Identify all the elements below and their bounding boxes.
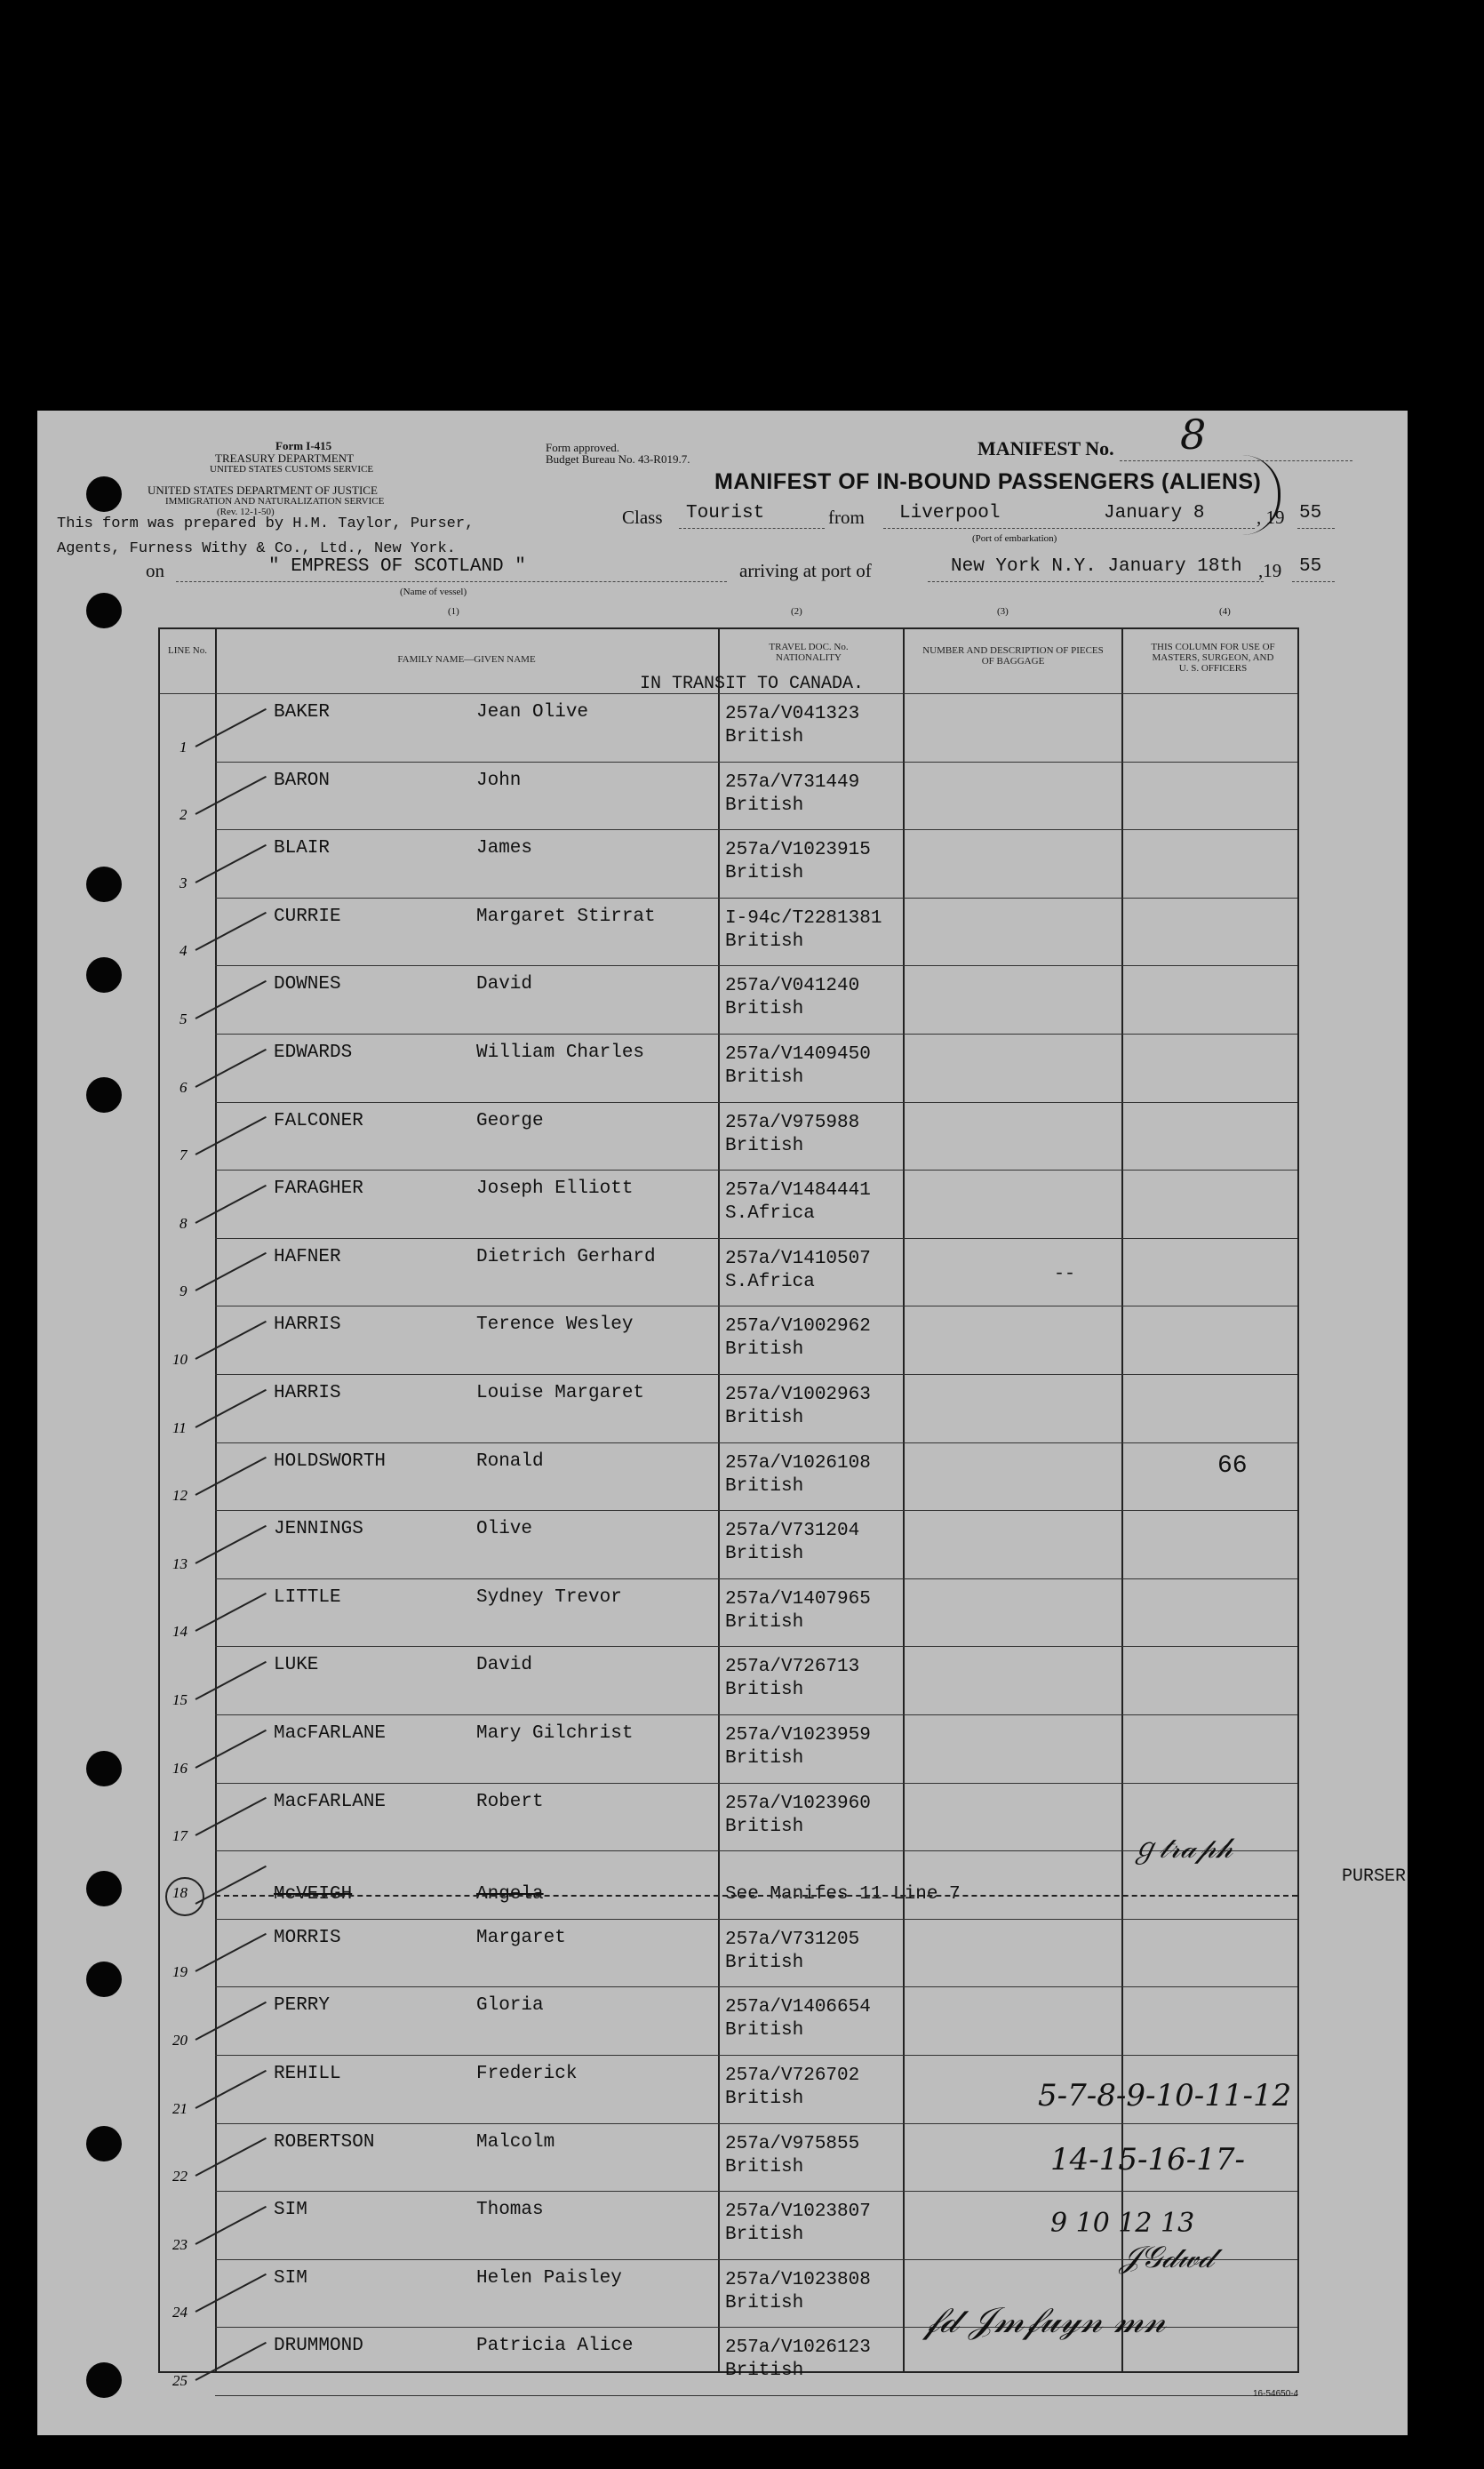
table-row — [160, 1919, 1297, 1987]
family-name: JENNINGS — [274, 1519, 363, 1540]
line-number: 2 — [180, 806, 187, 824]
travel-doc-number: 257a/V731449 — [725, 771, 860, 793]
header-travel-doc: TRAVEL DOC. No. NATIONALITY — [769, 642, 849, 663]
purser-label: PURSER — [1342, 1866, 1407, 1887]
table-row — [160, 898, 1297, 966]
year-prefix: ,19 — [1258, 560, 1282, 581]
check-mark — [195, 1185, 267, 1224]
family-name: FALCONER — [274, 1110, 363, 1131]
family-name: BLAIR — [274, 838, 331, 859]
header-name: FAMILY NAME—GIVEN NAME — [397, 654, 536, 665]
table-row — [160, 1306, 1297, 1374]
check-mark — [195, 2002, 267, 2041]
check-mark — [195, 2137, 267, 2177]
given-name: James — [476, 838, 533, 859]
punch-hole — [86, 476, 122, 512]
given-name: David — [476, 974, 533, 995]
embarkation-year: 55 — [1299, 503, 1322, 523]
check-mark — [195, 1797, 267, 1836]
family-name: DOWNES — [274, 974, 341, 995]
department-line: TREASURY DEPARTMENT — [215, 451, 355, 465]
table-row — [160, 1374, 1297, 1442]
travel-doc-number: 257a/V975855 — [725, 2133, 860, 2154]
prepared-by-line: This form was prepared by H.M. Taylor, Purser, — [57, 515, 475, 532]
travel-doc-number: 257a/V1002963 — [725, 1385, 871, 1405]
form-print-code: 16-54650-4 — [1253, 2389, 1299, 2399]
line-number: 16 — [172, 1759, 187, 1777]
table-row — [160, 1783, 1297, 1851]
nationality: British — [725, 863, 804, 884]
table-row — [160, 829, 1297, 898]
punch-hole — [86, 593, 122, 628]
given-name: Dietrich Gerhard — [476, 1246, 656, 1267]
family-name: LUKE — [274, 1655, 319, 1676]
given-name: Thomas — [476, 2200, 544, 2221]
given-name: Helen Paisley — [476, 2267, 622, 2289]
nationality: British — [725, 1748, 804, 1769]
punch-hole — [86, 1871, 122, 1906]
check-mark — [195, 980, 267, 1019]
line-number: 7 — [180, 1147, 187, 1164]
line-number: 8 — [180, 1214, 187, 1232]
line-number: 15 — [172, 1690, 187, 1708]
table-row — [160, 762, 1297, 830]
table-row — [160, 1034, 1297, 1102]
handwritten-line-numbers: 5-7-8-9-10-11-12 — [1038, 2078, 1292, 2113]
check-mark — [195, 1252, 267, 1291]
family-name: SIM — [274, 2200, 307, 2221]
check-mark — [195, 1661, 267, 1700]
nationality: British — [725, 1952, 804, 1973]
travel-doc-number: 257a/V1407965 — [725, 1588, 871, 1610]
check-mark — [195, 844, 267, 883]
check-mark — [195, 1525, 267, 1564]
strike-line — [215, 1895, 1297, 1897]
nationality: British — [725, 1135, 804, 1156]
nationality: British — [725, 2020, 804, 2042]
line-number: 11 — [172, 1418, 187, 1436]
travel-doc-number: 257a/V731205 — [725, 1929, 860, 1950]
nationality: British — [725, 2156, 804, 2177]
line-number: 22 — [172, 2168, 187, 2185]
table-row — [160, 1714, 1297, 1783]
family-name: DRUMMOND — [274, 2336, 363, 2357]
department-line: IMMIGRATION AND NATURALIZATION SERVICE — [165, 496, 385, 507]
port-of-embarkation: Liverpool — [899, 503, 1001, 523]
punch-hole — [86, 1751, 122, 1786]
given-name: Frederick — [476, 2064, 578, 2084]
family-name: EDWARDS — [274, 1043, 353, 1063]
check-mark — [195, 1457, 267, 1496]
travel-doc-number: 257a/V1484441 — [725, 1180, 871, 1202]
nationality: British — [725, 795, 804, 816]
line-number: 24 — [172, 2304, 187, 2321]
nationality: S.Africa — [725, 1203, 815, 1225]
punch-hole — [86, 957, 122, 993]
form-revision: (Rev. 12-1-50) — [217, 507, 275, 517]
given-name: Louise Margaret — [476, 1383, 645, 1403]
table-row — [160, 1850, 1297, 1919]
nationality: British — [725, 1544, 804, 1565]
class-value: Tourist — [686, 503, 765, 523]
punch-hole — [86, 2362, 122, 2398]
line-number: 6 — [180, 1078, 187, 1096]
manifest-number: 8 — [1180, 411, 1207, 459]
table-row — [160, 1646, 1297, 1714]
line-number: 19 — [172, 1963, 187, 1981]
check-mark — [195, 1321, 267, 1360]
given-name: Mary Gilchrist — [476, 1723, 634, 1744]
form-approved: Form approved. — [546, 441, 620, 454]
family-name: HARRIS — [274, 1314, 341, 1336]
table-row — [160, 1442, 1297, 1511]
check-mark — [195, 2206, 267, 2245]
on-label: on — [146, 560, 164, 581]
check-mark — [195, 2069, 267, 2108]
line-number: 25 — [172, 2371, 187, 2389]
family-name: MORRIS — [274, 1927, 341, 1948]
travel-doc-number: 257a/V1023808 — [725, 2269, 871, 2290]
punch-hole — [86, 1077, 122, 1113]
header-officers: THIS COLUMN FOR USE OF MASTERS, SURGEON, AND U. S. OFFICERS — [1151, 642, 1275, 674]
travel-doc-number: 257a/V1023807 — [725, 2201, 871, 2223]
family-name: REHILL — [274, 2064, 341, 2084]
family-name: HARRIS — [274, 1383, 341, 1403]
line-number: 9 — [180, 1282, 187, 1300]
given-name: Patricia Alice — [476, 2336, 634, 2357]
arrival-port-date: New York N.Y. January 18th — [951, 556, 1242, 577]
line-number: 17 — [172, 1827, 187, 1845]
nationality: British — [725, 1408, 804, 1428]
family-name: McVEIGH — [274, 1884, 353, 1906]
travel-doc-number: 257a/V726713 — [725, 1657, 860, 1678]
given-name: Robert — [476, 1791, 544, 1812]
signature-scribble: 𝒻𝒹 𝒥𝓂𝒻𝓊𝓎𝓃 𝓂𝓃 — [924, 2300, 1166, 2341]
port-embarkation-caption: (Port of embarkation) — [972, 533, 1057, 544]
travel-doc-number: 257a/V975988 — [725, 1112, 860, 1133]
given-name: Terence Wesley — [476, 1314, 634, 1336]
nationality: British — [725, 1680, 804, 1701]
check-mark — [195, 1729, 267, 1768]
nationality: British — [725, 727, 804, 747]
family-name: FARAGHER — [274, 1179, 363, 1200]
travel-doc-number: 257a/V041240 — [725, 976, 860, 997]
column-number: (1) — [448, 606, 459, 617]
travel-doc-number: 257a/V1409450 — [725, 1044, 871, 1065]
family-name: LITTLE — [274, 1586, 341, 1608]
check-mark — [195, 2342, 267, 2381]
nationality: British — [725, 931, 804, 952]
manifest-table — [158, 627, 1407, 2389]
transit-note: IN TRANSIT TO CANADA. — [640, 674, 865, 694]
check-mark — [195, 707, 267, 747]
signature-scribble: ℊ𝓉𝓇𝒶𝓅𝒽 — [1130, 1831, 1233, 1865]
line-number: 18 — [172, 1884, 187, 1902]
family-name: HOLDSWORTH — [274, 1450, 387, 1472]
nationality: British — [725, 999, 804, 1020]
table-row — [160, 965, 1297, 1034]
line-number: 13 — [172, 1554, 187, 1572]
family-name: HAFNER — [274, 1246, 341, 1267]
given-name: Sydney Trevor — [476, 1586, 622, 1608]
given-name: Gloria — [476, 1995, 544, 2017]
punch-hole — [86, 2126, 122, 2161]
check-mark — [195, 1593, 267, 1632]
check-mark — [195, 1048, 267, 1087]
given-name: William Charles — [476, 1043, 645, 1063]
nationality: British — [725, 1339, 804, 1361]
given-name: Joseph Elliott — [476, 1179, 634, 1200]
table-row — [160, 1102, 1297, 1171]
travel-doc-number: 257a/V1406654 — [725, 1997, 871, 2018]
arrival-year: 55 — [1299, 556, 1322, 577]
line-number: 23 — [172, 2235, 187, 2253]
arriving-label: arriving at port of — [739, 560, 872, 581]
nationality: British — [725, 2225, 804, 2246]
check-mark — [195, 2273, 267, 2313]
signature-scribble: 𝒥𝒢𝒹𝓌𝒹 — [1120, 2240, 1214, 2275]
form-number: Form I-415 — [275, 439, 332, 452]
check-mark — [195, 1866, 267, 1905]
travel-doc-number: 257a/V1410507 — [725, 1248, 871, 1269]
punch-hole — [86, 1962, 122, 1997]
line-number: 12 — [172, 1487, 187, 1505]
embarkation-date: January 8 — [1104, 503, 1205, 523]
family-name: CURRIE — [274, 906, 341, 927]
check-mark — [195, 1388, 267, 1427]
travel-doc-number: 257a/V1026108 — [725, 1452, 871, 1474]
nationality: S.Africa — [725, 1271, 815, 1292]
department-line: UNITED STATES DEPARTMENT OF JUSTICE — [148, 483, 378, 497]
nationality: British — [725, 1475, 804, 1497]
family-name: SIM — [274, 2267, 307, 2289]
line-number: 10 — [172, 1350, 187, 1368]
line-number: 4 — [180, 942, 187, 960]
line-number: 1 — [180, 738, 187, 755]
nationality: British — [725, 2089, 804, 2109]
line-number: 20 — [172, 2031, 187, 2049]
travel-doc-number: 257a/V1023959 — [725, 1725, 871, 1746]
travel-doc-number: 257a/V731204 — [725, 1521, 860, 1542]
table-row — [160, 1986, 1297, 2055]
family-name: BARON — [274, 770, 331, 791]
line-number: 14 — [172, 1623, 187, 1641]
check-mark — [195, 1116, 267, 1155]
column-number: (4) — [1219, 606, 1231, 617]
year-prefix: , 19 — [1257, 507, 1285, 528]
given-name: George — [476, 1110, 544, 1131]
check-mark — [195, 1933, 267, 1972]
given-name: Margaret — [476, 1927, 566, 1948]
travel-doc-number: 257a/V041323 — [725, 704, 860, 724]
officer-note: 66 — [1217, 1452, 1248, 1480]
header-baggage: NUMBER AND DESCRIPTION OF PIECES OF BAGGAGE — [922, 645, 1104, 667]
travel-doc-number: I-94c/T2281381 — [725, 907, 882, 929]
handwritten-line-numbers: 14-15-16-17- — [1050, 2142, 1246, 2177]
table-row — [160, 1578, 1297, 1647]
table-row — [160, 1238, 1297, 1306]
nationality: British — [725, 1611, 804, 1633]
department-line: UNITED STATES CUSTOMS SERVICE — [210, 464, 374, 475]
vessel-caption: (Name of vessel) — [400, 587, 467, 597]
line-number: 3 — [180, 874, 187, 891]
travel-doc-number: 257a/V1023915 — [725, 840, 871, 861]
family-name: ROBERTSON — [274, 2131, 375, 2153]
punch-hole — [86, 867, 122, 902]
table-row — [160, 1510, 1297, 1578]
budget-bureau: Budget Bureau No. 43-R019.7. — [546, 452, 690, 466]
baggage-dash: -- — [1054, 1264, 1076, 1284]
from-label: from — [828, 507, 865, 528]
family-name: PERRY — [274, 1995, 331, 2017]
prepared-by-line: Agents, Furness Withy & Co., Ltd., New York. — [57, 540, 456, 557]
travel-doc-number: 257a/V726702 — [725, 2065, 860, 2086]
table-row — [160, 1170, 1297, 1238]
family-name: MacFARLANE — [274, 1791, 387, 1812]
given-name: Angela — [476, 1884, 544, 1906]
manifest-number-label: MANIFEST No. — [977, 437, 1114, 459]
given-name: Ronald — [476, 1450, 544, 1472]
given-name: Olive — [476, 1519, 533, 1540]
manifest-page — [37, 411, 1408, 2435]
given-name: John — [476, 770, 522, 791]
circled-line-number — [165, 1877, 204, 1916]
travel-doc-number: 257a/V1023960 — [725, 1793, 871, 1814]
nationality: British — [725, 2292, 804, 2313]
family-name: BAKER — [274, 702, 331, 723]
travel-doc-number: 257a/V1026123 — [725, 2337, 871, 2359]
nationality: British — [725, 1067, 804, 1088]
line-number: 5 — [180, 1010, 187, 1027]
line-number: 21 — [172, 2099, 187, 2117]
header-line-no: LINE No. — [168, 645, 207, 656]
column-number: (3) — [997, 606, 1009, 617]
class-label: Class — [622, 507, 663, 528]
check-mark — [195, 776, 267, 815]
page-title: MANIFEST OF IN-BOUND PASSENGERS (ALIENS) — [714, 469, 1262, 494]
column-number: (2) — [791, 606, 802, 617]
given-name: Jean Olive — [476, 702, 589, 723]
given-name: Malcolm — [476, 2131, 555, 2153]
vessel-name: " EMPRESS OF SCOTLAND " — [268, 556, 526, 577]
nationality: British — [725, 2361, 804, 2382]
given-name: David — [476, 1655, 533, 1676]
table-row — [160, 693, 1297, 762]
family-name: MacFARLANE — [274, 1723, 387, 1744]
travel-doc-number: See Manifes 11 Line 7 — [725, 1884, 961, 1906]
nationality: British — [725, 1816, 804, 1837]
check-mark — [195, 912, 267, 951]
handwritten-line-numbers: 9 10 12 13 — [1050, 2208, 1195, 2239]
travel-doc-number: 257a/V1002962 — [725, 1316, 871, 1338]
given-name: Margaret Stirrat — [476, 906, 656, 927]
